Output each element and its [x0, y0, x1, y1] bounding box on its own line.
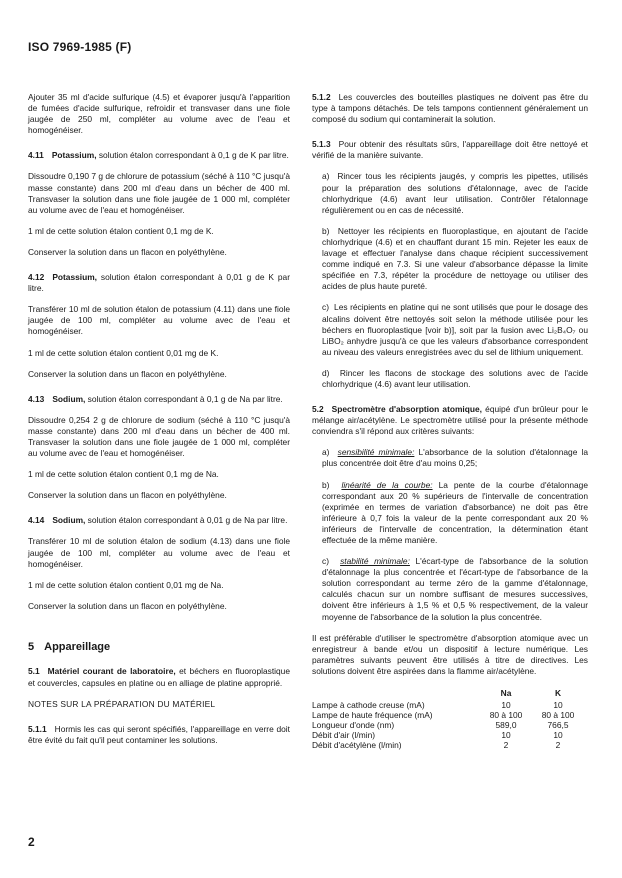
section-4-11 — [28, 150, 290, 258]
left-column — [28, 92, 290, 756]
section-number: 4.11 — [28, 150, 44, 161]
section-lead: solution étalon correspondant à 0,01 g de K par litre. — [28, 272, 290, 294]
table-cell: 80 à 100 — [489, 710, 523, 721]
section-lead: solution étalon correspondant à 0,1 g de Na par litre. — [85, 393, 283, 404]
section-4-12 — [28, 272, 290, 380]
section-title: Matériel courant de laboratoire, — [47, 666, 176, 677]
section-title: Potassium, — [52, 272, 97, 283]
paragraph: Dissoudre 0,254 2 g de chlorure de sodium (séché à 110 °C jusqu'à masse constante) dans 200 ml d'eau dans un bécher de 400 ml. Transvaser la solution dans une fiole jaugée de 1 000 ml, compléter au volume avec de l'eau et homogénéiser. — [28, 414, 290, 459]
table-cell: 2 — [503, 740, 509, 751]
paragraph: Conserver la solution dans un flacon en polyéthylène. — [28, 368, 227, 379]
section-title: Potassium, — [51, 150, 97, 161]
section-lead: solution étalon correspondant à 0,1 g de K par litre. — [96, 150, 289, 161]
section-4-14 — [28, 515, 290, 612]
section-text: Hormis les cas qui seront spécifiés, l'appareillage en verre doit être évité du fait qu'il peut contaminer les solutions. — [28, 723, 290, 745]
section-number: 4.12 — [28, 272, 45, 283]
document-header: ISO 7969-1985 (F) — [28, 40, 132, 54]
table-row — [312, 720, 584, 730]
section-number: 5.1.2 — [312, 92, 331, 102]
paragraph: Conserver la solution dans un flacon en polyéthylène. — [28, 600, 227, 611]
table-cell: 10 — [553, 730, 563, 741]
section-text: Pour obtenir des résultats sûrs, l'appareillage doit être nettoyé et vérifié de la manière suivante. — [312, 139, 588, 161]
table-header-cell — [312, 687, 480, 700]
notes-heading: NOTES SUR LA PRÉPARATION DU MATÉRIEL — [28, 698, 216, 709]
table-row — [312, 740, 584, 750]
section-text: et béchers en fluoroplastique et couvercles, capsules en platine ou en alliage de platine approprié. — [28, 666, 290, 688]
right-column — [312, 92, 588, 751]
table-cell: 10 — [553, 700, 563, 711]
section-4-13-heading — [28, 394, 290, 405]
section-lead: solution étalon correspondant à 0,01 g de Na par litre. — [85, 515, 288, 526]
section-4-14-heading — [28, 515, 290, 526]
table-cell: 589,0 — [495, 720, 517, 731]
criterion-b: b) linéarité de la courbe: La pente de la courbe d'étalonnage correspondant aux 20 % supérieurs de l'intervalle de concentration (exprimée en termes de variation d'absorbance) ne doit pas être inférieure à 0,7 fois la valeur de la pente correspondant aux 20 % inférieurs de l'intervalle de concentration, la détermination étant effectuée de la même manière. — [322, 479, 588, 545]
list-item-d: d) Rincer les flacons de stockage des solutions avec de l'acide chlorhydrique (4.6) avant leur utilisation. — [322, 367, 588, 389]
paragraph: Transférer 10 ml de solution étalon de potassium (4.11) dans une fiole jaugée de 100 ml, compléter au volume avec de l'eau et homogénéiser. — [28, 304, 290, 337]
table-cell: Débit d'acétylène (l/min) — [312, 740, 402, 751]
criterion-text: La pente de la courbe d'étalonnage correspondant aux 20 % supérieurs de l'intervalle de concentration (exprimée en termes de variation d'absorbance) ne doit pas être inférieure à 0,7 fois la valeur de la pente correspondant aux 20 % inférieurs de l'intervalle de concentration, la détermination étant effectuée de la même manière. — [322, 479, 588, 545]
paragraph: Conserver la solution dans un flacon en polyéthylène. — [28, 246, 227, 257]
chapter-number: 5 — [28, 640, 35, 653]
paragraph: Dissoudre 0,190 7 g de chlorure de potassium (séché à 110 °C jusqu'à masse constante) dans 200 ml d'eau dans un bécher de 400 ml. Transvaser la solution dans une fiole jaugée de 1 000 ml, compléter au volume avec de l'eau et homogénéiser. — [28, 171, 290, 215]
section-5-1-2 — [312, 92, 588, 125]
section-number: 4.13 — [28, 393, 45, 404]
table-header-cell: Na — [500, 688, 512, 699]
section-4-13 — [28, 394, 290, 502]
section-number: 5.1 — [28, 666, 40, 677]
section-number: 4.14 — [28, 515, 45, 526]
parameters-table — [312, 687, 584, 750]
criterion-text: L'écart-type de l'absorbance de la solution d'étalonnage la plus concentrée et l'écart-type de l'absorbance de la solution correspondant au terme zéro de la gamme d'étalonnage, calculés chacun sur un nombre suffisant de mesures successives, doivent être inférieurs à 1,5 % et 0,5 % respectivement, de la valeur moyenne de l'absorbance de la solution la plus concentrée. — [322, 556, 589, 622]
table-cell: Longueur d'onde (nm) — [312, 720, 395, 731]
chapter-title: Appareillage — [44, 640, 111, 653]
section-number: 5.1.3 — [312, 139, 331, 150]
section-text: équipé d'un brûleur pour le mélange air/acétylène. Le spectromètre utilisé pour la présente méthode conviendra s'il répond aux critères suivants: — [312, 404, 588, 437]
section-4-12-heading — [28, 272, 290, 294]
table-cell: Débit d'air (l/min) — [312, 730, 376, 741]
section-number: 5.2 — [312, 404, 324, 415]
table-row — [312, 730, 584, 740]
list-item-b: b) Nettoyer les récipients en fluoroplastique, en ajoutant de l'acide chlorhydrique (4.6) et en chauffant durant 15 min. Rejeter les eaux de lavage et effectuer l'analyse dans chaque récipient successivement comme indiqué en 7.3. Si une valeur d'absorbance dépasse la limite spécifiée en 7.3, répéter la procédure de nettoyage ou utiliser des acides de plus haute pureté. — [322, 225, 588, 292]
section-5-1 — [28, 666, 290, 688]
table-header-row — [312, 687, 584, 700]
section-5-1-1 — [28, 724, 290, 746]
intro-paragraph: Ajouter 35 ml d'acide sulfurique (4.5) et évaporer jusqu'à l'apparition de fumées d'acide sulfurique, refroidir et transvaser dans une fiole jaugée de 250 ml, compléter au volume avec de l'eau et homogénéiser. — [28, 92, 290, 136]
section-title: Spectromètre d'absorption atomique, — [331, 404, 482, 415]
table-header-cell: K — [554, 688, 562, 699]
table-cell: 2 — [555, 740, 561, 751]
list-item-c: c) Les récipients en platine qui ne sont utilisés que pour le dosage des alcalins doivent être nettoyés soit selon la méthode utilisée pour les béchers en fluoroplastique [voir b)], soit par la fusion avec Li₂B₄O₇ ou LiBO₂ anhydre jusqu'à ce que les valeurs d'absorbance correspondent au niveau des valeurs enregistrées avec du sel de lithium uniquement. — [322, 302, 588, 357]
paragraph: 1 ml de cette solution étalon contient 0,01 mg de K. — [28, 347, 219, 358]
section-title: Sodium, — [52, 393, 86, 404]
table-cell: 10 — [501, 730, 511, 741]
criterion-label: linéarité de la courbe: — [341, 479, 433, 490]
section-5-1-3 — [312, 139, 588, 161]
section-4-11-heading — [28, 150, 290, 161]
paragraph: Conserver la solution dans un flacon en polyéthylène. — [28, 490, 227, 501]
list-item-a: a) Rincer tous les récipients jaugés, y compris les pipettes, utilisés pour la préparation des solutions d'étalonnage, avec de l'acide chlorhydrique (4.6) avant leur utilisation. Contrôler l'étalonnage régulièrement ou en cas de nécessité. — [322, 171, 588, 215]
table-cell: 80 à 100 — [541, 710, 575, 721]
paragraph: 1 ml de cette solution étalon contient 0,1 mg de Na. — [28, 469, 219, 480]
table-cell: Lampe de haute fréquence (mA) — [312, 710, 433, 721]
paragraph: 1 ml de cette solution étalon contient 0,1 mg de K. — [28, 225, 214, 236]
table-cell: 766,5 — [547, 720, 569, 731]
chapter-heading — [28, 640, 290, 655]
table-row — [312, 700, 584, 710]
section-text: Les couvercles des bouteilles plastiques ne doivent pas être du type à tampons détachés. De tels tampons contiennent généralement un composé du sodium qui contaminerait la solution. — [312, 92, 588, 125]
criterion-label: sensibilité minimale: — [337, 447, 415, 458]
section-title: Sodium, — [52, 515, 86, 526]
criterion-text: L'absorbance de la solution d'étalonnage la plus concentrée doit être d'au moins 0,25; — [322, 447, 588, 469]
paragraph: Transférer 10 ml de solution étalon de sodium (4.13) dans une fiole jaugée de 100 ml, compléter au volume avec de l'eau et homogénéiser. — [28, 536, 290, 569]
table-cell: 10 — [501, 700, 511, 711]
closing-paragraph: Il est préférable d'utiliser le spectromètre d'absorption atomique avec un enregistreur à bande et/ou un dispositif à lecture numérique. Les paramètres suivants peuvent être utilisés à titre de directives. Les solutions doivent être aspirées dans la flamme air/acétylène. — [312, 632, 588, 676]
criterion-label: stabilité minimale: — [340, 556, 410, 567]
section-number: 5.1.1 — [28, 723, 47, 734]
table-row — [312, 710, 584, 720]
section-5-2 — [312, 404, 588, 437]
page-number: 2 — [28, 835, 35, 849]
criterion-a: a) sensibilité minimale: L'absorbance de la solution d'étalonnage la plus concentrée doit être d'au moins 0,25; — [322, 447, 588, 469]
paragraph: 1 ml de cette solution étalon contient 0,01 mg de Na. — [28, 579, 224, 590]
table-cell: Lampe à cathode creuse (mA) — [312, 700, 425, 711]
criterion-c: c) stabilité minimale: L'écart-type de l'absorbance de la solution d'étalonnage la plus concentrée et l'écart-type de l'absorbance de la solution correspondant au terme zéro de la gamme d'étalonnage, calculés chacun sur un nombre suffisant de mesures successives, doivent être inférieurs à 1,5 % et 0,5 % respectivement, de la valeur moyenne de l'absorbance de la solution la plus concentrée. — [322, 556, 589, 622]
